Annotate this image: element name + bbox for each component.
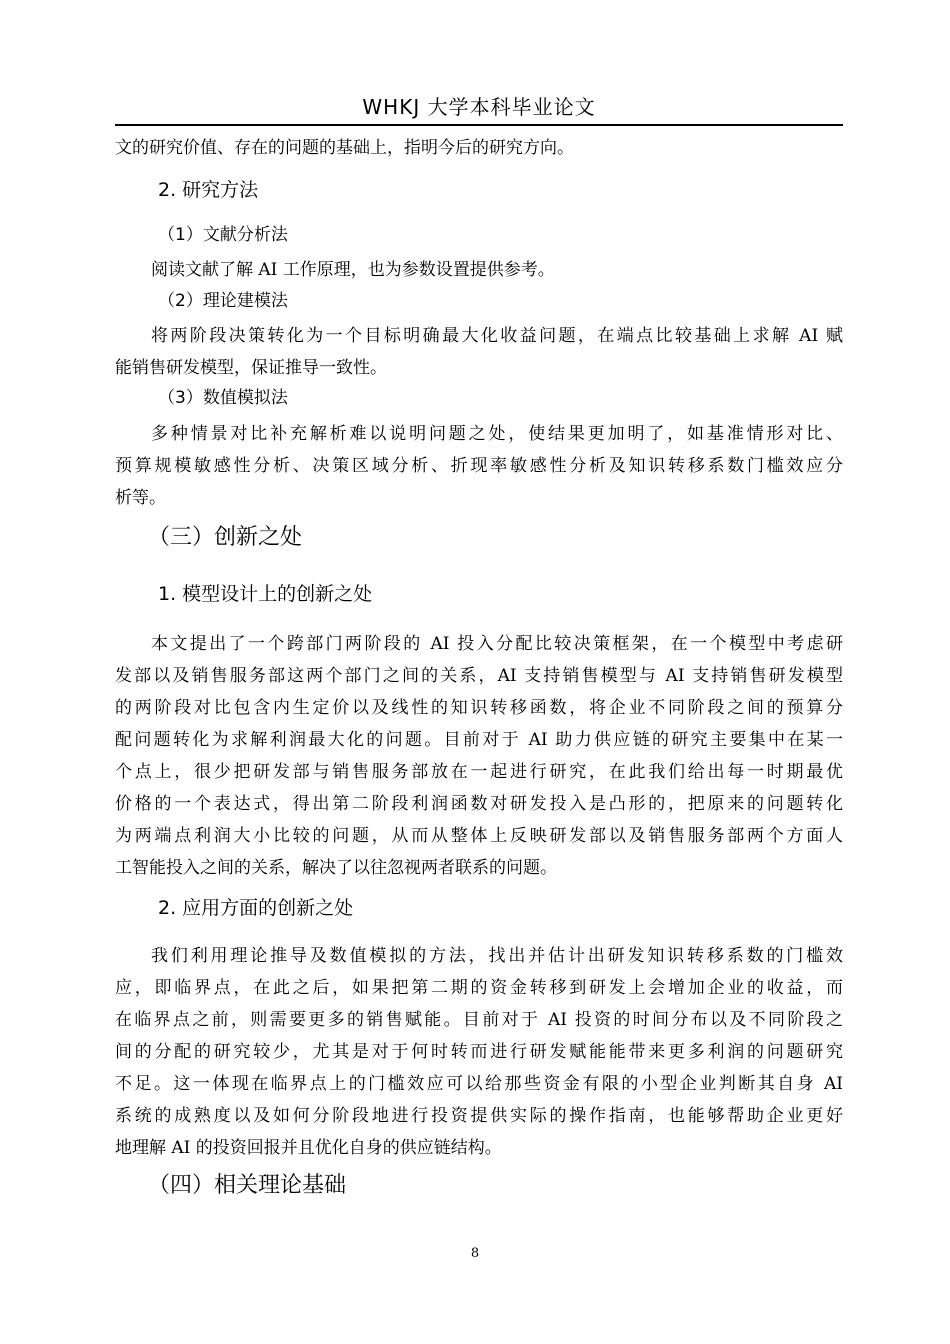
body-line: 预算规模敏感性分析、决策区域分析、折现率敏感性分析及知识转移系数门槛效应分 <box>115 456 843 476</box>
body-line: 配问题转化为求解利润最大化的问题。目前对于 AI 助力供应链的研究主要集中在某一 <box>115 730 843 750</box>
body-line: 发部以及销售服务部这两个部门之间的关系，AI 支持销售模型与 AI 支持销售研发模型 <box>115 666 843 686</box>
body-line: 多种情景对比补充解析难以说明问题之处，使结果更加明了，如基准情形对比、 <box>151 424 843 444</box>
body-line: 阅读文献了解 AI 工作原理，也为参数设置提供参考。 <box>151 260 555 280</box>
body-line: 为两端点利润大小比较的问题，从而从整体上反映研发部以及销售服务部两个方面人 <box>115 826 843 846</box>
body-line: 价格的一个表达式，得出第二阶段利润函数对研发投入是凸形的，把原来的问题转化 <box>115 794 843 814</box>
body-line: 将两阶段决策转化为一个目标明确最大化收益问题，在端点比较基础上求解 AI 赋 <box>151 326 843 346</box>
body-line: 本文提出了一个跨部门两阶段的 AI 投入分配比较决策框架，在一个模型中考虑研 <box>151 634 843 654</box>
page-number: 8 <box>470 1246 480 1261</box>
method-heading: （3）数值模拟法 <box>158 388 288 408</box>
body-line: 的两阶段对比包含内生定价以及线性的知识转移函数，将企业不同阶段之间的预算分 <box>115 698 843 718</box>
body-line: 我们利用理论推导及数值模拟的方法，找出并估计出研发知识转移系数的门槛效 <box>151 946 843 966</box>
section-heading: 2. 应用方面的创新之处 <box>158 897 354 919</box>
method-heading: （2）理论建模法 <box>158 291 288 311</box>
section-heading: 1. 模型设计上的创新之处 <box>158 583 373 605</box>
method-heading: （1）文献分析法 <box>158 225 288 245</box>
body-line: 个点上，很少把研发部与销售服务部放在一起进行研究，在此我们给出每一时期最优 <box>115 762 843 782</box>
body-line: 间的分配的研究较少，尤其是对于何时转而进行研发赋能能带来更多利润的问题研究 <box>115 1042 843 1062</box>
body-line: 地理解 AI 的投资回报并且优化自身的供应链结构。 <box>115 1138 502 1158</box>
page-header: WHKJ 大学本科毕业论文 <box>115 92 843 126</box>
chapter-heading: （三）创新之处 <box>148 525 303 550</box>
body-line: 能销售研发模型，保证推导一致性。 <box>115 358 387 378</box>
body-line: 析等。 <box>115 488 166 508</box>
body-line: 在临界点之前，则需要更多的销售赋能。目前对于 AI 投资的时间分布以及不同阶段之 <box>115 1010 843 1030</box>
body-line: 应，即临界点，在此之后，如果把第二期的资金转移到研发上会增加企业的收益，而 <box>115 978 843 998</box>
body-line: 文的研究价值、存在的问题的基础上，指明今后的研究方向。 <box>115 138 574 158</box>
section-heading: 2. 研究方法 <box>158 179 259 201</box>
body-line: 系统的成熟度以及如何分阶段地进行投资提供实际的操作指南，也能够帮助企业更好 <box>115 1106 843 1126</box>
body-line: 工智能投入之间的关系，解决了以往忽视两者联系的问题。 <box>115 858 557 878</box>
chapter-heading: （四）相关理论基础 <box>148 1173 347 1198</box>
body-line: 不足。这一体现在临界点上的门槛效应可以给那些资金有限的小型企业判断其自身 AI <box>115 1074 843 1094</box>
